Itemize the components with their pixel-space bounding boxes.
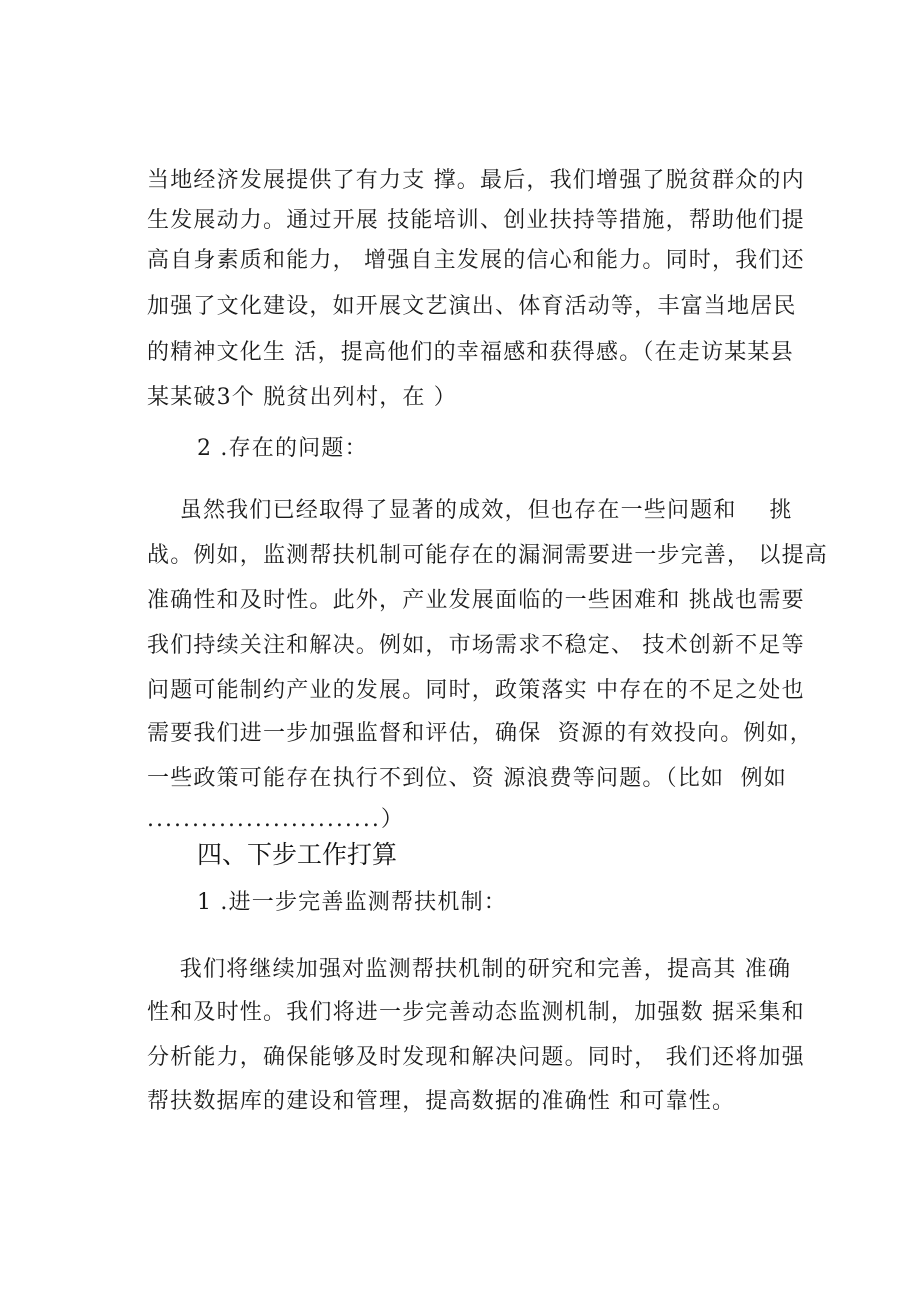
paragraph-line: 生发展动力。通过开展 技能培训、创业扶持等措施，帮助他们提 (147, 208, 805, 233)
paragraph-line: 性和及时性。我们将进一步完善动态监测机制，加强数 据采集和 (147, 1000, 805, 1025)
paragraph-line: 高自身素质和能力， 增强自主发展的信心和能力。同时，我们还 (147, 248, 805, 273)
section-heading: 四、下步工作打算 (197, 840, 398, 869)
paragraph-line: 我们持续关注和解决。例如，市场需求不稳定、 技术创新不足等 (147, 633, 805, 658)
paragraph-line: 虽然我们已经取得了显著的成效，但也存在一些问题和 挑 (147, 498, 793, 523)
paragraph-line: 加强了文化建设，如开展文艺演出、体育活动等，丰富当地居民 (147, 294, 797, 319)
paragraph-line: 分析能力，确保能够及时发现和解决问题。同时， 我们还将加强 (147, 1045, 805, 1070)
paragraph-line: 问题可能制约产业的发展。同时，政策落实 中存在的不足之处也 (147, 678, 805, 703)
paragraph-line: 某某破3个 脱贫出列村，在 ） (147, 385, 457, 410)
paragraph-line: 需要我们进一步加强监督和评估，确保 资源的有效投向。例如， (147, 721, 813, 746)
paragraph-line: 帮扶数据库的建设和管理，提高数据的准确性 和可靠性。 (147, 1089, 736, 1114)
paragraph-line: 的精神文化生 活，提高他们的幸福感和获得感。（在走访某某县 (147, 340, 794, 365)
section-title-mechanism: 1 .进一步完善监测帮扶机制： (197, 890, 507, 915)
paragraph-line: 准确性和及时性。此外，产业发展面临的一些困难和 挑战也需要 (147, 588, 805, 613)
paragraph-line: 我们将继续加强对监测帮扶机制的研究和完善，提高其 准确 (147, 957, 792, 982)
paragraph-line: ..........................） (147, 807, 405, 832)
section-title-problems: 2 .存在的问题： (197, 436, 368, 461)
paragraph-line: 当地经济发展提供了有力支 撑。最后，我们增强了脱贫群众的内 (147, 168, 805, 193)
paragraph-line: 一些政策可能存在执行不到位、资 源浪费等问题。（比如 例如 (147, 766, 787, 791)
paragraph-line: 战。例如，监测帮扶机制可能存在的漏洞需要进一步完善， 以提高 (147, 543, 828, 568)
